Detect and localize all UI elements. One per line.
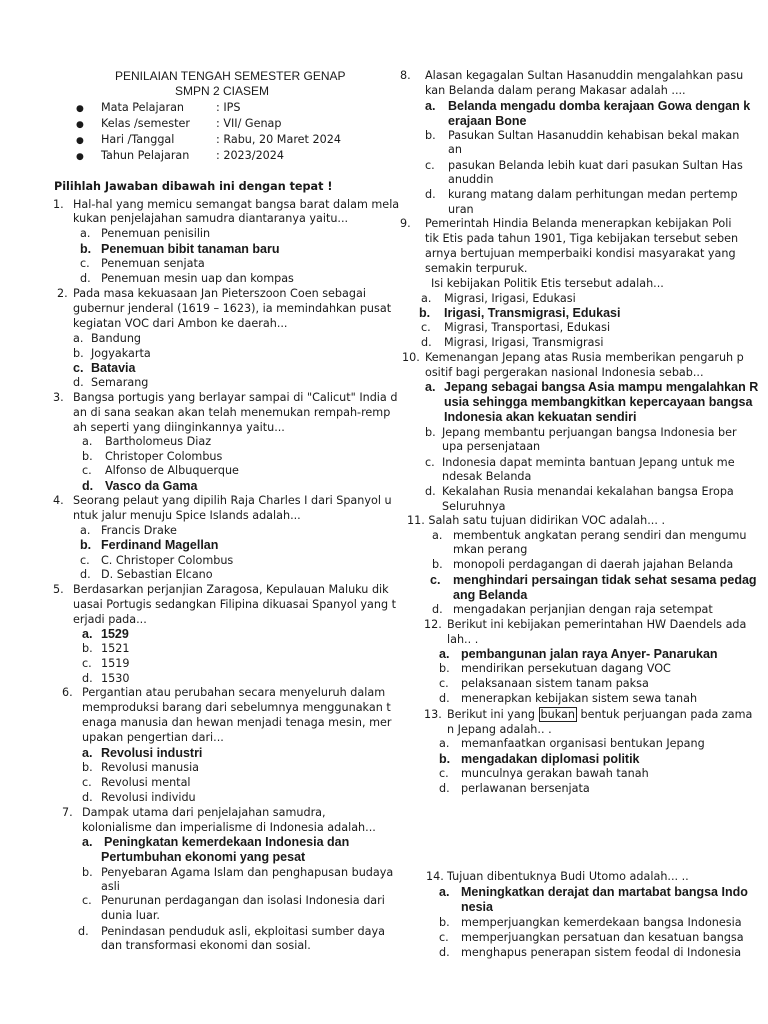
option-letter: c. <box>73 361 84 375</box>
question-number: 8. <box>400 69 411 82</box>
option-text: an <box>448 143 462 156</box>
option-letter: c. <box>82 894 92 907</box>
option-text: asli <box>101 880 120 893</box>
option-letter: c. <box>430 573 441 587</box>
option-letter: d. <box>439 946 450 959</box>
option-letter: c. <box>82 657 92 670</box>
option-letter: d. <box>425 188 436 201</box>
question-text <box>447 708 752 722</box>
option-text: perlawanan bersenjata <box>461 782 590 795</box>
option-letter: a. <box>439 737 450 750</box>
question-text: kukan penjelajahan samudra diantaranya yaitu... <box>73 212 349 225</box>
option-letter: a. <box>82 435 93 448</box>
option-letter: c. <box>82 464 92 477</box>
instruction: Pilihlah Jawaban dibawah ini dengan tepat ! <box>54 180 333 193</box>
option-letter: d. <box>439 782 450 795</box>
option-letter: d. <box>82 672 93 685</box>
option-letter: c. <box>439 677 449 690</box>
option-text: pelaksanaan sistem tanam paksa <box>461 677 649 690</box>
info-label: Hari /Tanggal <box>101 133 175 146</box>
info-value: : Rabu, 20 Maret 2024 <box>216 133 341 146</box>
question-text-part: Berikut ini yang <box>447 708 535 721</box>
question-number: 3. <box>53 391 64 404</box>
question-number: 9. <box>400 217 411 230</box>
option-text: pembangunan jalan raya Anyer- Panarukan <box>461 647 718 661</box>
question-number: 4. <box>53 494 64 507</box>
question-text: kan Belanda dalam perang Makasar adalah .... <box>425 84 686 97</box>
option-letter: b. <box>80 242 92 256</box>
option-letter: c. <box>80 554 90 567</box>
question-number: 10. <box>402 351 420 364</box>
option-text: Vasco da Gama <box>105 479 198 493</box>
option-text: usia sehingga membangkitkan kepercayaan bangsa <box>444 395 753 409</box>
option-text: memanfaatkan organisasi bentukan Jepang <box>461 737 705 750</box>
option-text: Christoper Colombus <box>105 450 223 463</box>
question-text: 11. Salah satu tujuan didirikan VOC adalah... . <box>407 514 666 527</box>
question-text-part: bentuk perjuangan pada zama <box>580 708 753 721</box>
option-text: ndesak Belanda <box>442 470 532 483</box>
question-text: kegiatan VOC dari Ambon ke daerah... <box>73 317 288 330</box>
question-text: Berikut ini kebijakan pemerintahan HW Daendels ada <box>447 618 747 631</box>
option-text: Revolusi individu <box>101 791 196 804</box>
option-text: Penemuan penisilin <box>101 227 211 240</box>
option-letter: d. <box>73 376 84 389</box>
exam-title: PENILAIAN TENGAH SEMESTER GENAP <box>115 69 346 83</box>
option-text: upa persenjataan <box>442 440 541 453</box>
question-text: Seorang pelaut yang dipilih Raja Charles I dari Spanyol u <box>73 494 392 507</box>
option-text: Indonesia akan kekuatan sendiri <box>444 410 637 424</box>
question-number: 2. <box>57 287 68 300</box>
option-text: menerapkan kebijakan sistem sewa tanah <box>461 692 698 705</box>
question-text: gubernur jenderal (1619 – 1623), ia memindahkan pusat <box>73 302 392 315</box>
question-text: upakan pengertian dari... <box>82 731 224 744</box>
option-text: erajaan Bone <box>448 114 527 128</box>
question-text: memproduksi barang dari sebelumnya menggunakan t <box>82 701 391 714</box>
option-text: uran <box>448 203 474 216</box>
option-letter: d. <box>82 791 93 804</box>
option-text: nesia <box>461 900 493 914</box>
option-letter: c. <box>421 321 431 334</box>
option-text: Peningkatan kemerdekaan Indonesia dan <box>104 835 350 849</box>
question-text: arnya bertujuan memperbaiki kondisi masyarakat yang <box>425 247 736 260</box>
option-letter: a. <box>80 227 91 240</box>
option-letter: b. <box>439 916 450 929</box>
question-number: 13. <box>424 708 442 721</box>
option-text: mengadakan diplomasi politik <box>461 752 640 766</box>
option-text: Francis Drake <box>101 524 177 537</box>
option-text: mengadakan perjanjian dengan raja setempat <box>453 603 713 616</box>
option-text: 1529 <box>101 627 129 641</box>
option-letter: a. <box>439 647 450 661</box>
option-letter: c. <box>425 159 435 172</box>
question-text: Pada masa kekuasaan Jan Pieterszoon Coen sebagai <box>73 287 366 300</box>
question-text: Pemerintah Hindia Belanda menerapkan kebijakan Poli <box>425 217 732 230</box>
option-text: Irigasi, Transmigrasi, Edukasi <box>444 306 621 320</box>
question-text: kolonialisme dan imperialisme di Indonesia adalah... <box>82 821 376 834</box>
option-text: Bandung <box>91 332 142 345</box>
question-text: uasai Portugis sedangkan Filipina dikuasai Spanyol yang t <box>73 598 396 611</box>
option-letter: c. <box>82 776 92 789</box>
option-text: Pasukan Sultan Hasanuddin kehabisan bekal makan <box>448 129 740 142</box>
option-text: Jogyakarta <box>91 347 151 360</box>
bullet-icon: ● <box>76 152 84 162</box>
option-text: menghindari persaingan tidak sehat sesama pedag <box>453 573 757 587</box>
info-label: Tahun Pelajaran <box>101 149 190 162</box>
option-text: Migrasi, Irigasi, Edukasi <box>444 292 576 305</box>
option-letter: d. <box>425 485 436 498</box>
option-text: 1521 <box>101 642 130 655</box>
option-letter: b. <box>80 538 92 552</box>
school-name: SMPN 2 CIASEM <box>175 84 270 98</box>
question-number: 12. <box>424 618 442 631</box>
bullet-icon: ● <box>76 136 84 146</box>
option-text: Belanda mengadu domba kerajaan Gowa dengan k <box>448 99 751 113</box>
info-value: : IPS <box>216 101 241 114</box>
question-text: semakin terpuruk. <box>425 262 528 275</box>
option-text: Penyebaran Agama Islam dan penghapusan budaya <box>101 866 394 879</box>
option-letter: a. <box>82 627 93 641</box>
question-number: 1. <box>53 198 64 211</box>
option-letter: a. <box>82 746 93 760</box>
info-label: Mata Pelajaran <box>101 101 185 114</box>
option-text: monopoli perdagangan di daerah jajahan Belanda <box>453 558 734 571</box>
option-text: Migrasi, Irigasi, Transmigrasi <box>444 336 604 349</box>
option-letter: b. <box>73 347 84 360</box>
question-text: erjadi pada... <box>73 613 147 626</box>
question-number: 5. <box>53 583 64 596</box>
option-text: Meningkatkan derajat dan martabat bangsa Indo <box>461 885 748 899</box>
option-text: Pertumbuhan ekonomi yang pesat <box>101 850 306 864</box>
option-letter: a. <box>73 332 84 345</box>
bullet-icon: ● <box>76 120 84 130</box>
option-letter: a. <box>421 292 432 305</box>
option-text: Alfonso de Albuquerque <box>105 464 239 477</box>
question-text: Tujuan dibentuknya Budi Utomo adalah... .. <box>447 870 689 883</box>
option-text: Bartholomeus Diaz <box>105 435 212 448</box>
question-text: tik Etis pada tahun 1901, Tiga kebijakan tersebut seben <box>425 232 739 245</box>
option-text: Revolusi mental <box>101 776 191 789</box>
option-text: memperjuangkan persatuan dan kesatuan bangsa <box>461 931 744 944</box>
option-text: C. Christoper Colombus <box>101 554 234 567</box>
option-text: Seluruhnya <box>442 500 506 513</box>
option-letter: a. <box>425 380 436 394</box>
option-text: Penindasan penduduk asli, ekploitasi sumber daya <box>101 925 385 938</box>
option-text: pasukan Belanda lebih kuat dari pasukan Sultan Has <box>448 159 743 172</box>
option-letter: a. <box>425 99 436 113</box>
option-text: Batavia <box>91 361 136 375</box>
option-text: Penemuan senjata <box>101 257 205 270</box>
option-text: Semarang <box>91 376 149 389</box>
option-letter: a. <box>439 885 450 899</box>
option-letter: b. <box>439 752 451 766</box>
option-letter: c. <box>439 931 449 944</box>
info-label: Kelas /semester <box>101 117 190 130</box>
option-letter: d. <box>421 336 432 349</box>
question-text: Isi kebijakan Politik Etis tersebut adalah... <box>431 277 664 290</box>
option-letter: b. <box>82 642 93 655</box>
option-letter: d. <box>439 692 450 705</box>
option-letter: a. <box>82 835 93 849</box>
question-text: Bangsa portugis yang berlayar sampai di "Calicut" India d <box>73 391 398 404</box>
question-text: ositif bagi pergerakan nasional Indonesia sebab... <box>425 366 704 379</box>
option-text: kurang matang dalam perhitungan medan pertemp <box>448 188 738 201</box>
emphasis-box: bukan <box>540 708 575 721</box>
question-text: ah seperti yang diinginkannya yaitu... <box>73 421 285 434</box>
option-letter: b. <box>432 558 443 571</box>
option-text: anuddin <box>448 173 494 186</box>
option-text: memperjuangkan kemerdekaan bangsa Indonesia <box>461 916 742 929</box>
bullet-icon: ● <box>76 104 84 114</box>
option-letter: b. <box>439 662 450 675</box>
option-text: Penurunan perdagangan dan isolasi Indonesia dari <box>101 894 385 907</box>
option-letter: d. <box>80 568 91 581</box>
question-number: 14. <box>426 870 444 883</box>
option-letter: d. <box>80 272 91 285</box>
question-text: n Jepang adalah.. . <box>447 723 552 736</box>
question-text: Hal-hal yang memicu semangat bangsa barat dalam mela <box>73 198 400 211</box>
question-text: Berdasarkan perjanjian Zaragosa, Kepulauan Maluku dik <box>73 583 389 596</box>
option-text: Penemuan bibit tanaman baru <box>101 242 280 256</box>
option-text: Jepang membantu perjuangan bangsa Indonesia ber <box>442 426 737 439</box>
option-text: Revolusi industri <box>101 746 203 760</box>
option-letter: b. <box>425 426 436 439</box>
option-letter: a. <box>432 529 443 542</box>
option-text: dan transformasi ekonomi dan sosial. <box>101 939 311 952</box>
question-text: Dampak utama dari penjelajahan samudra, <box>82 806 326 819</box>
option-text: Jepang sebagai bangsa Asia mampu mengalahkan R <box>444 380 759 394</box>
option-text: Ferdinand Magellan <box>101 538 219 552</box>
option-text: mkan perang <box>453 543 528 556</box>
option-letter: b. <box>82 866 93 879</box>
option-text: dunia luar. <box>101 909 160 922</box>
option-letter: b. <box>419 306 431 320</box>
option-letter: d. <box>432 603 443 616</box>
option-text: 1519 <box>101 657 130 670</box>
info-value: : VII/ Genap <box>216 117 282 130</box>
option-text: Revolusi manusia <box>101 761 200 774</box>
info-value: : 2023/2024 <box>216 149 285 162</box>
question-number: 7. <box>62 806 73 819</box>
option-letter: a. <box>80 524 91 537</box>
option-text: menghapus penerapan sistem feodal di Indonesia <box>461 946 742 959</box>
option-letter: d. <box>82 479 94 493</box>
option-letter: c. <box>80 257 90 270</box>
option-text: Indonesia dapat meminta bantuan Jepang untuk me <box>442 456 735 469</box>
option-text: Penemuan mesin uap dan kompas <box>101 272 294 285</box>
question-text: Alasan kegagalan Sultan Hasanuddin mengalahkan pasu <box>425 69 744 82</box>
option-text: 1530 <box>101 672 130 685</box>
option-text: D. Sebastian Elcano <box>101 568 213 581</box>
question-text: Kemenangan Jepang atas Rusia memberikan pengaruh p <box>425 351 744 364</box>
option-text: ang Belanda <box>453 588 528 602</box>
question-text: Pergantian atau perubahan secara menyeluruh dalam <box>82 686 386 699</box>
option-text: munculnya gerakan bawah tanah <box>461 767 649 780</box>
option-text: mendirikan persekutuan dagang VOC <box>461 662 671 675</box>
question-text: an di sana seakan akan telah menemukan rempah-remp <box>73 406 391 419</box>
option-letter: c. <box>439 767 449 780</box>
option-letter: b. <box>82 450 93 463</box>
option-text: membentuk angkatan perang sendiri dan mengumu <box>453 529 747 542</box>
question-text: lah.. . <box>447 633 479 646</box>
option-letter: b. <box>425 129 436 142</box>
option-letter: b. <box>82 761 93 774</box>
question-text: enaga manusia dan hewan menjadi tenaga mesin, mer <box>82 716 392 729</box>
question-text: ntuk jalur menuju Spice Islands adalah... <box>73 509 301 522</box>
option-letter: d. <box>78 925 89 938</box>
option-text: Migrasi, Transportasi, Edukasi <box>444 321 611 334</box>
question-number: 6. <box>62 686 73 699</box>
option-letter: c. <box>425 456 435 469</box>
option-text: Kekalahan Rusia menandai kekalahan bangsa Eropa <box>442 485 734 498</box>
